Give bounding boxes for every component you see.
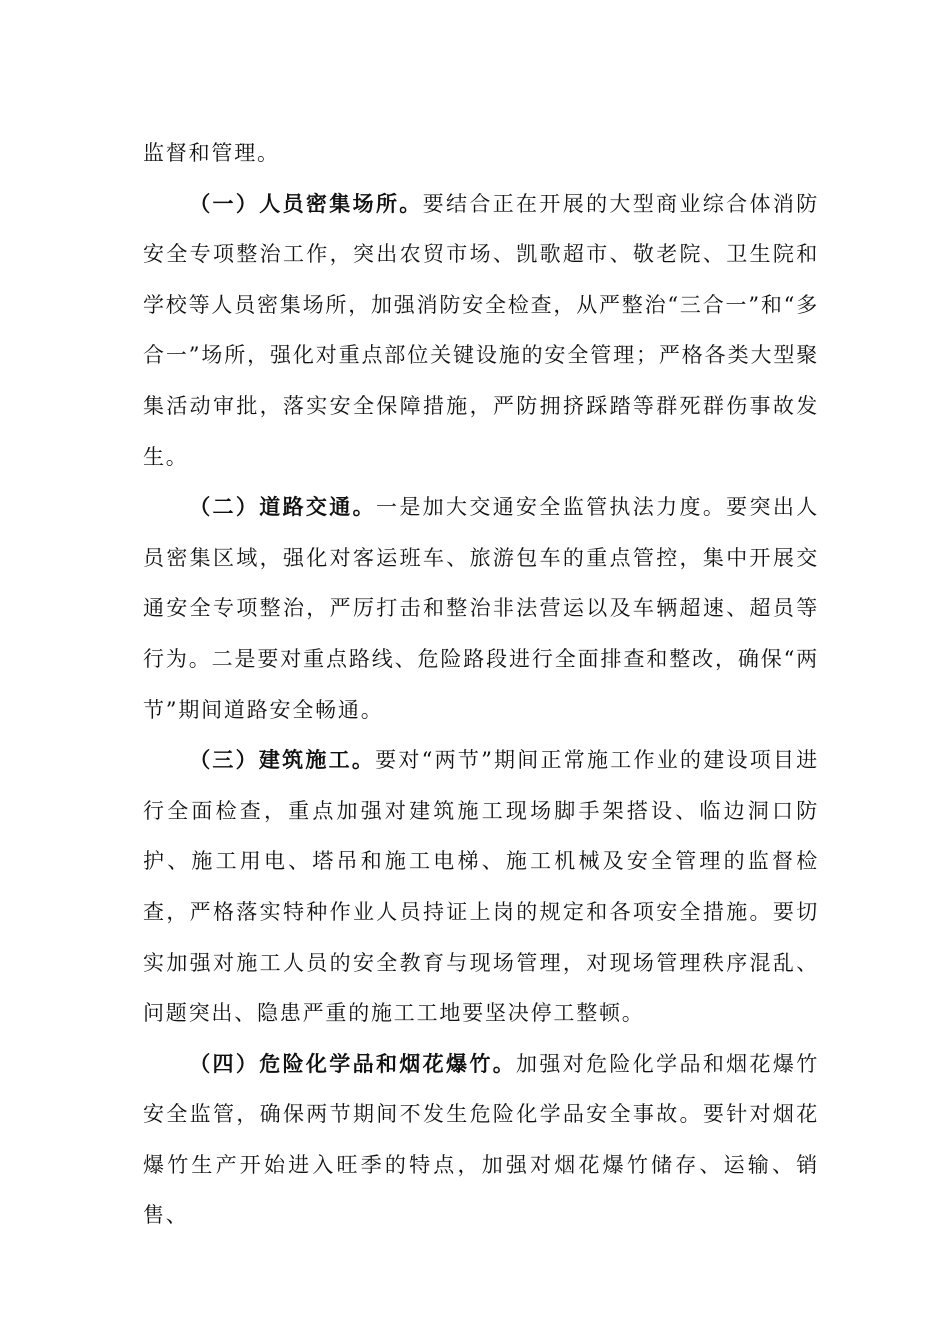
paragraph-text: 要对“两节”期间正常施工作业的建设项目进行全面检查，重点加强对建筑施工现场脚手架搭设、临边洞口防护、施工用电、塔吊和施工电梯、施工机械及安全管理的监督检查，严格落实特种作业人员持证上岗的规定和各项安全措施。要切实加强对施工人员的安全教育与现场管理，对现场管理秩序混乱、问题突出、隐患严重的施工工地要坚决停工整顿。 xyxy=(143,748,819,1026)
paragraph-crowded-places xyxy=(143,179,819,483)
paragraph-text: 要结合正在开展的大型商业综合体消防安全专项整治工作，突出农贸市场、凯歌超市、敬老院、卫生院和学校等人员密集场所，加强消防安全检查，从严整治“三合一”和“多合一”场所，强化对重点部位关键设施的安全管理；严格各类大型聚集活动审批，落实安全保障措施，严防拥挤踩踏等群死群伤事故发生。 xyxy=(143,191,820,469)
paragraph-hazardous-chemicals xyxy=(143,1039,819,1241)
paragraph-text: 一是加大交通安全监管执法力度。要突出人员密集区域，强化对客运班车、旅游包车的重点管控，集中开展交通安全专项整治，严厉打击和整治非法营运以及车辆超速、超员等行为。二是要对重点路线、危险路段进行全面排查和整改，确保“两节”期间道路安全畅通。 xyxy=(143,495,819,722)
section-heading: （一）人员密集场所。 xyxy=(189,191,423,216)
section-heading: （四）危险化学品和烟花爆竹。 xyxy=(189,1051,517,1076)
section-heading: （二）道路交通。 xyxy=(189,495,376,520)
paragraph-text: 加强对危险化学品和烟花爆竹安全监管，确保两节期间不发生危险化学品安全事故。要针对烟花爆竹生产开始进入旺季的特点，加强对烟花爆竹储存、运输、销售、 xyxy=(143,1051,820,1228)
document-body xyxy=(143,128,819,1241)
paragraph-road-traffic xyxy=(143,482,819,735)
section-heading: （三）建筑施工。 xyxy=(189,748,376,773)
paragraph-construction xyxy=(143,735,819,1039)
paragraph-text: 监督和管理。 xyxy=(143,141,280,165)
paragraph-continuation xyxy=(143,128,819,179)
